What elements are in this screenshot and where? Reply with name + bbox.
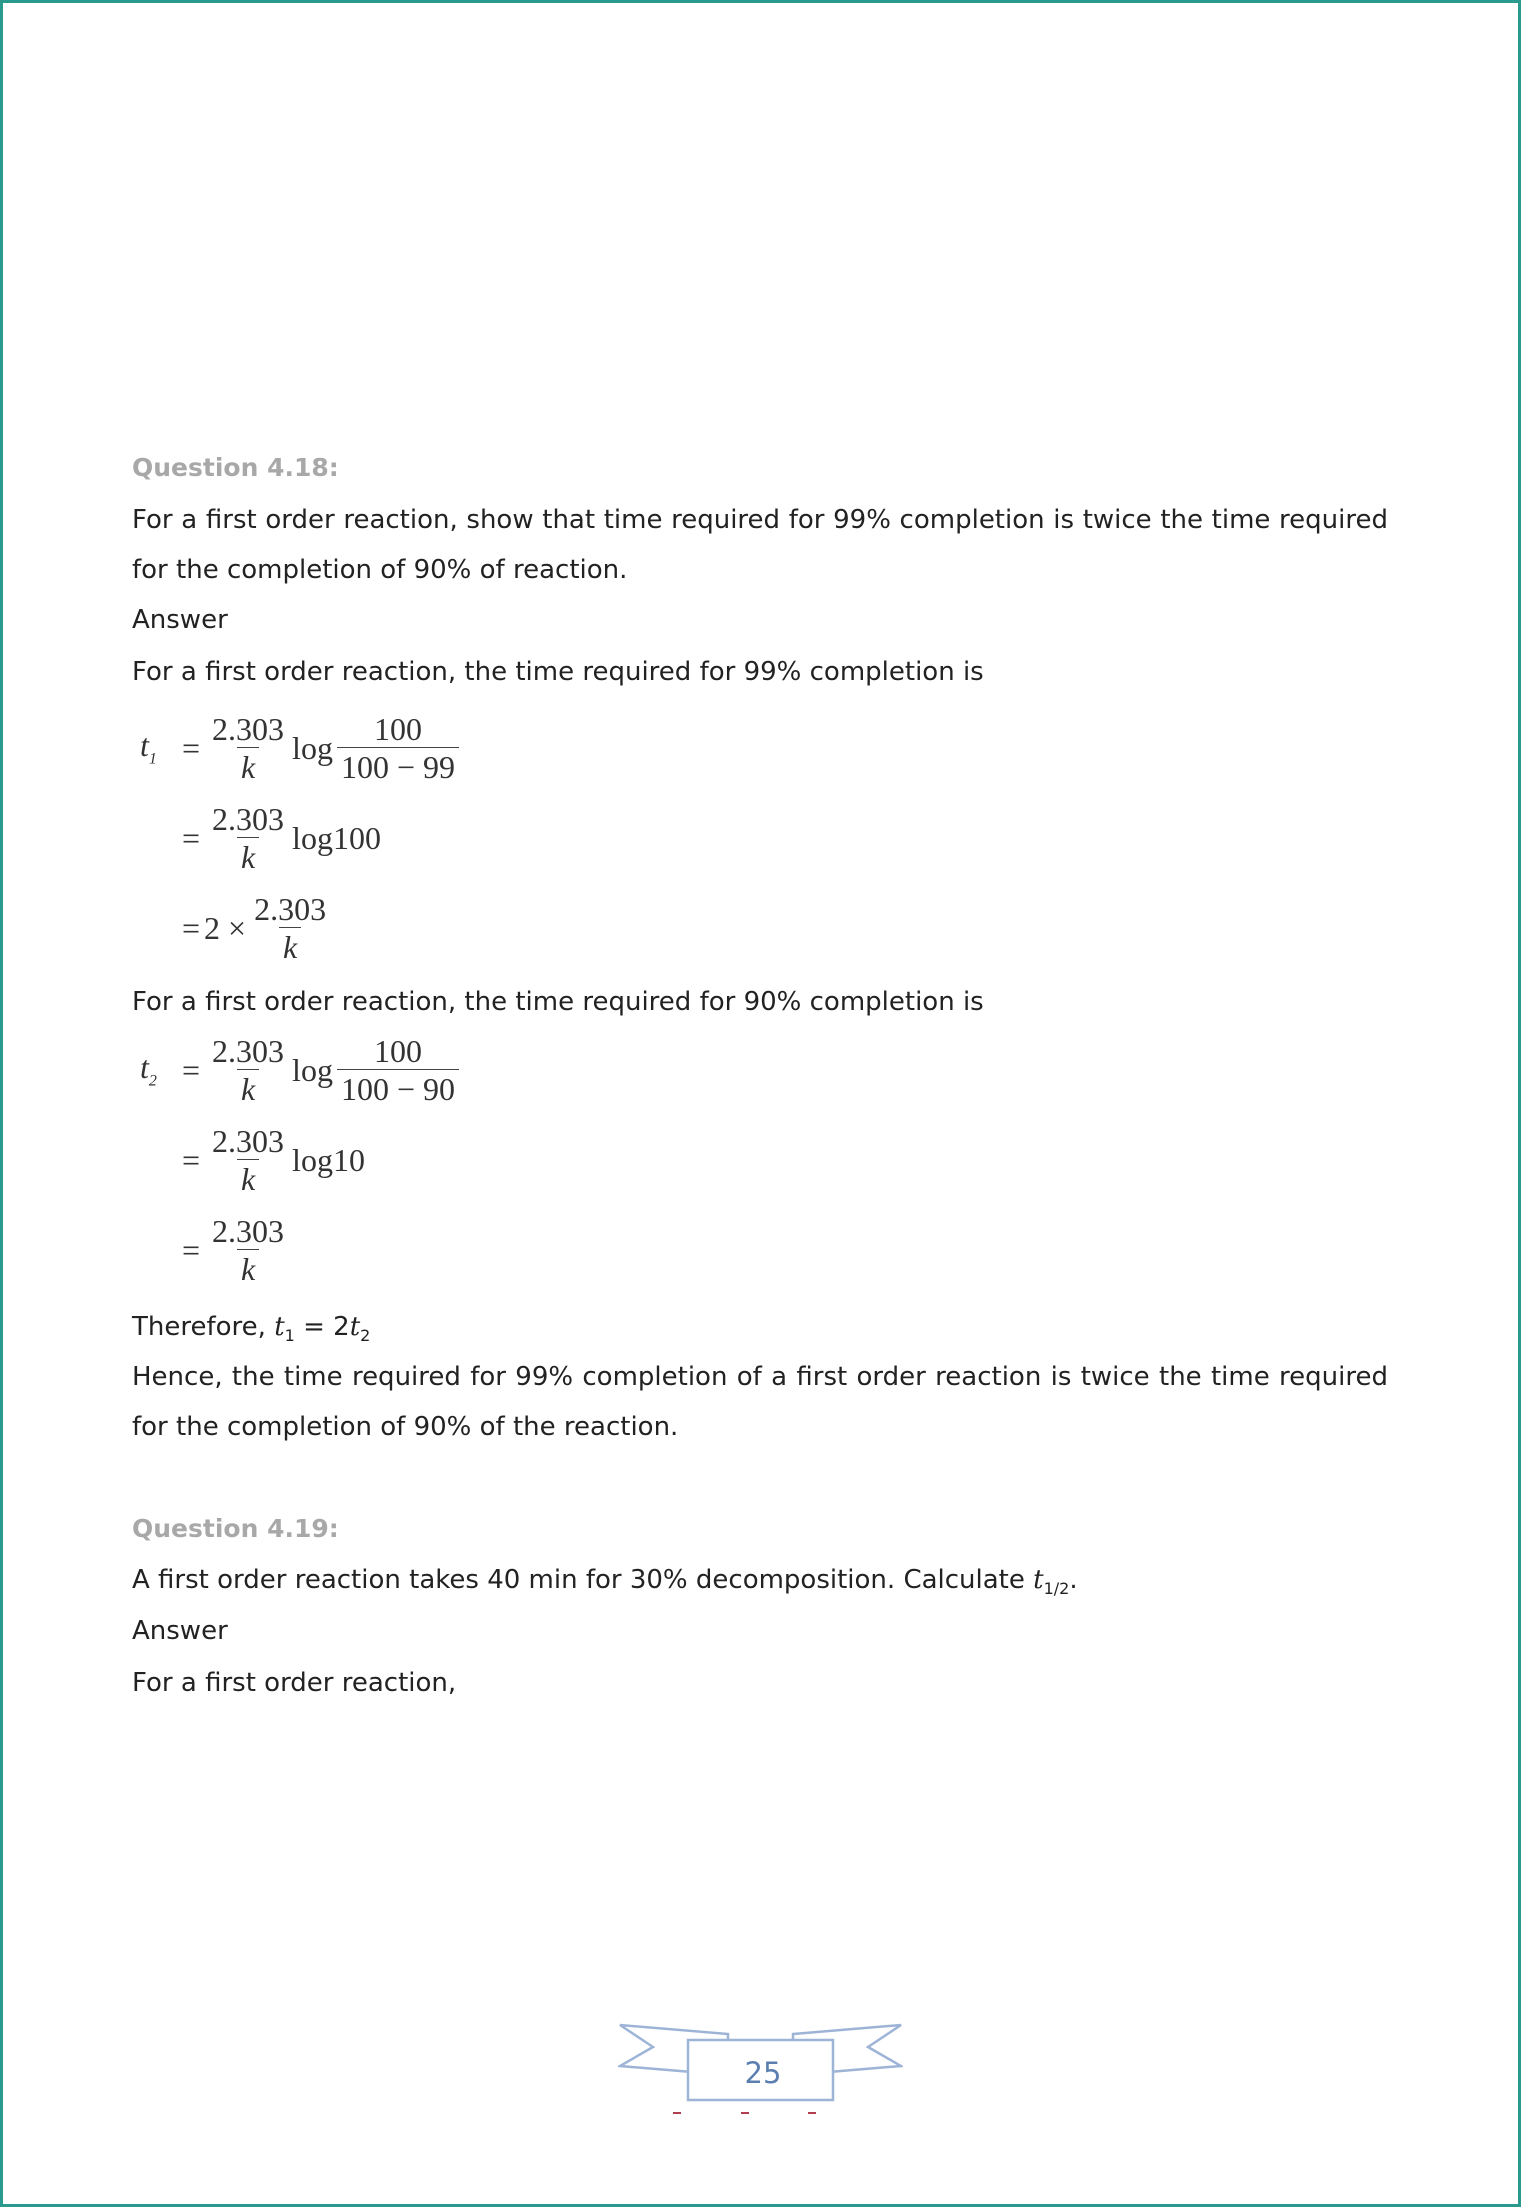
therefore-text: Therefore, $t_1 = 2t_2$ [132, 1312, 371, 1346]
answer-text: For a first order reaction, the time required for 99% completion is [132, 657, 984, 687]
answer-text: For a first order reaction, [132, 1668, 457, 1698]
answer-text: For a first order reaction, the time required for 90% completion is [132, 987, 984, 1017]
question-text: For a first order reaction, show that time required for 99% completion is twice the time required for the completion of 90% of reaction. [132, 505, 1388, 585]
equation-t1: $t_1$ = $\frac{2.303}{k}$ log $\frac{100}{100 - 99}$ = $\frac{2.303}{k}$ log100 = 2 × $\frac{2.303}{k}$ [140, 703, 463, 973]
answer-label: Answer [132, 605, 228, 635]
equation-t2: $t_2$ = $\frac{2.303}{k}$ log $\frac{100}{100 - 90}$ = $\frac{2.303}{k}$ log10 = $\frac{2.303}{k}$ [140, 1025, 463, 1295]
conclusion-text: Hence, the time required for 99% completion of a first order reaction is twice the time required for the completion of 90% of the reaction. [132, 1362, 1388, 1442]
question-heading: Question 4.19: [132, 1514, 339, 1543]
question-text: A first order reaction takes 40 min for 30% decomposition. Calculate $t_{1/2}$. [132, 1565, 1078, 1599]
answer-label: Answer [132, 1616, 228, 1646]
page-number: 25 [744, 2056, 782, 2090]
question-heading: Question 4.18: [132, 453, 339, 482]
